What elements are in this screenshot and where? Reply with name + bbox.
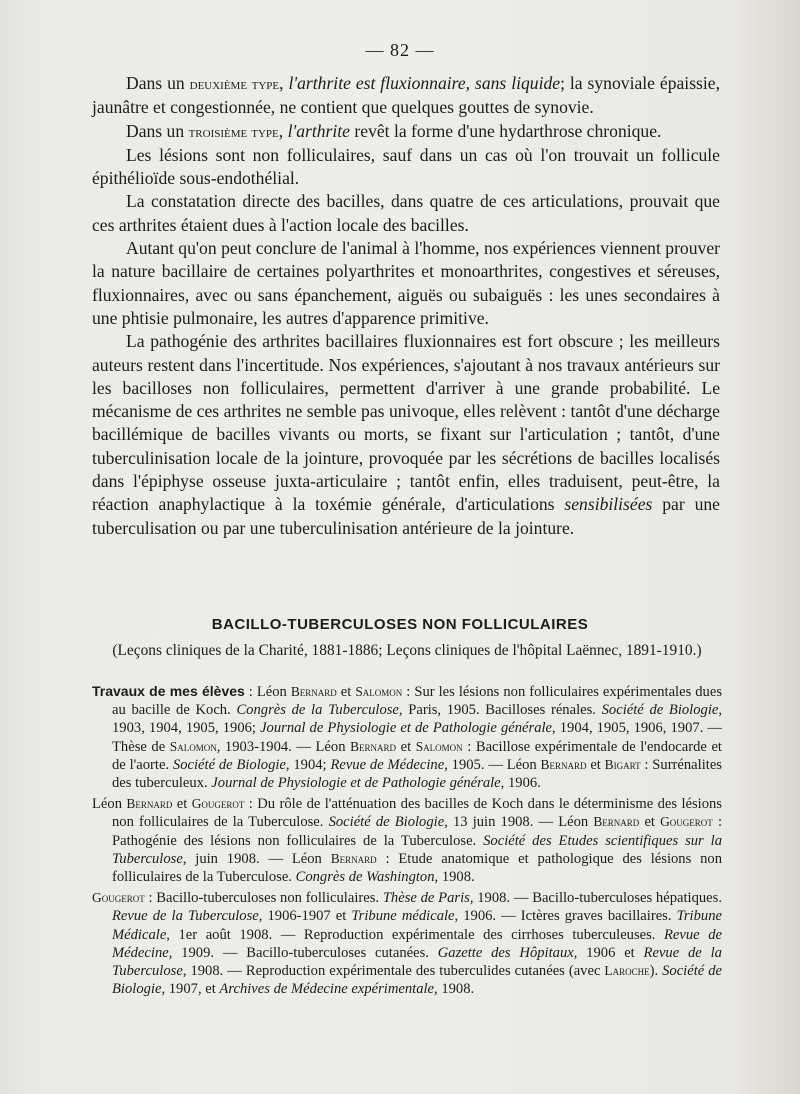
biblio-entry: Travaux de mes élèves : Léon Bernard et Salomon : Sur les lésions non folliculaires expérimentales dues au bacille de Koch. Congrès de la Tuberculose, Paris, 1905. Bacilloses rénales. Société de Biologie, 1903, 1904, 1905, 1906; Journal de Physiologie et de Pathologie générale, 1904, 1905, 1906, 1907. — Thèse de Salomon, 1903-1904. — Léon Bernard et Salomon : Bacillose expérimentale de l'endocarde et de l'aorte. Société de Biologie, 1904; Revue de Médecine, 1905. — Léon Bernard et Bigart : Surrénalites des tuberculeux. Journal de Physiologie et de Pathologie générale, 1906.: [92, 683, 723, 792]
paragraph: La constatation directe des bacilles, dans quatre de ces articulations, prouvait que ces arthrites étaient dues à l'action locale des bacilles.: [92, 191, 720, 235]
paragraph: Autant qu'on peut conclure de l'animal à l'homme, nos expériences viennent prouver la nature bacillaire de certaines polyarthrites et monoarthrites, congestives et séreuses, fluxionnaires, avec ou sans épanchement, aiguës ou subaiguës : les unes secondaires à une phtisie pulmonaire, les autres d'apparence primitive.: [92, 238, 720, 328]
paragraph: La pathogénie des arthrites bacillaires fluxionnaires est fort obscure ; les meilleurs auteurs restent dans l'incertitude. Nos expériences, s'ajoutant à nos travaux antérieurs sur les bacilloses non folliculaires, permettent d'arriver à une grande probabilité. Le mécanisme de ces arthrites ne semble pas univoque, elles relèvent : tantôt d'une décharge bacillémique de bacilles vivants ou morts, se fixant sur l'articulation ; tantôt, d'une tuberculinisation locale de la jointure, provoquée par les sécrétions de bacilles localisés dans l'épiphyse osseuse juxta-articulaire ; tantôt enfin, elles traduisent, peut-être, la réaction anaphylactique à la toxémie générale, d'articulations sensibilisées par une tuberculisation ou par une tuberculinisation antérieure de la jointure.: [92, 331, 720, 538]
biblio-entry: Léon Bernard et Gougerot : Du rôle de l'atténuation des bacilles de Koch dans le déterminisme des lésions non folliculaires de la Tuberculose. Société de Biologie, 13 juin 1908. — Léon Bernard et Gougerot : Pathogénie des lésions non folliculaires de la Tuberculose. Société des Etudes scientifiques sur la Tuberculose, juin 1908. — Léon Bernard : Etude anatomique et pathologique des lésions non folliculaires de la Tuberculose. Congrès de Washington, 1908.: [92, 796, 723, 886]
body-text: [92, 72, 720, 540]
paragraph: Dans un troisième type, l'arthrite revêt la forme d'une hydarthrose chronique.: [126, 120, 662, 141]
paragraph: Dans un deuxième type, l'arthrite est fluxionnaire, sans liquide; la synoviale épaissie, jaunâtre et congestionnée, ne contient que quelques gouttes de synovie.: [92, 73, 720, 118]
page-number: — 82 —: [365, 40, 435, 60]
paragraph: Les lésions sont non folliculaires, sauf dans un cas où l'on trouvait un follicule épithélioïde sous-endothélial.: [92, 144, 720, 189]
bibliography: [92, 682, 722, 1001]
section-subheading: (Leçons cliniques de la Charité, 1881-1886; Leçons cliniques de l'hôpital Laënnec, 1891-1910.): [112, 642, 702, 659]
biblio-entry: Gougerot : Bacillo-tuberculoses non folliculaires. Thèse de Paris, 1908. — Bacillo-tuberculoses hépatiques. Revue de la Tuberculose, 1906-1907 et Tribune médicale, 1906. — Ictères graves bacillaires. Tribune Médicale, 1er août 1908. — Reproduction expérimentale des cirrhoses tuberculeuses. Revue de Médecine, 1909. — Bacillo-tuberculoses cutanées. Gazette des Hôpitaux, 1906 et Revue de la Tuberculose, 1908. — Reproduction expérimentale des tuberculides cutanées (avec Laroche). Société de Biologie, 1907, et Archives de Médecine expérimentale, 1908.: [92, 890, 722, 998]
section-heading: BACILLO-TUBERCULOSES NON FOLLICULAIRES: [211, 616, 589, 633]
